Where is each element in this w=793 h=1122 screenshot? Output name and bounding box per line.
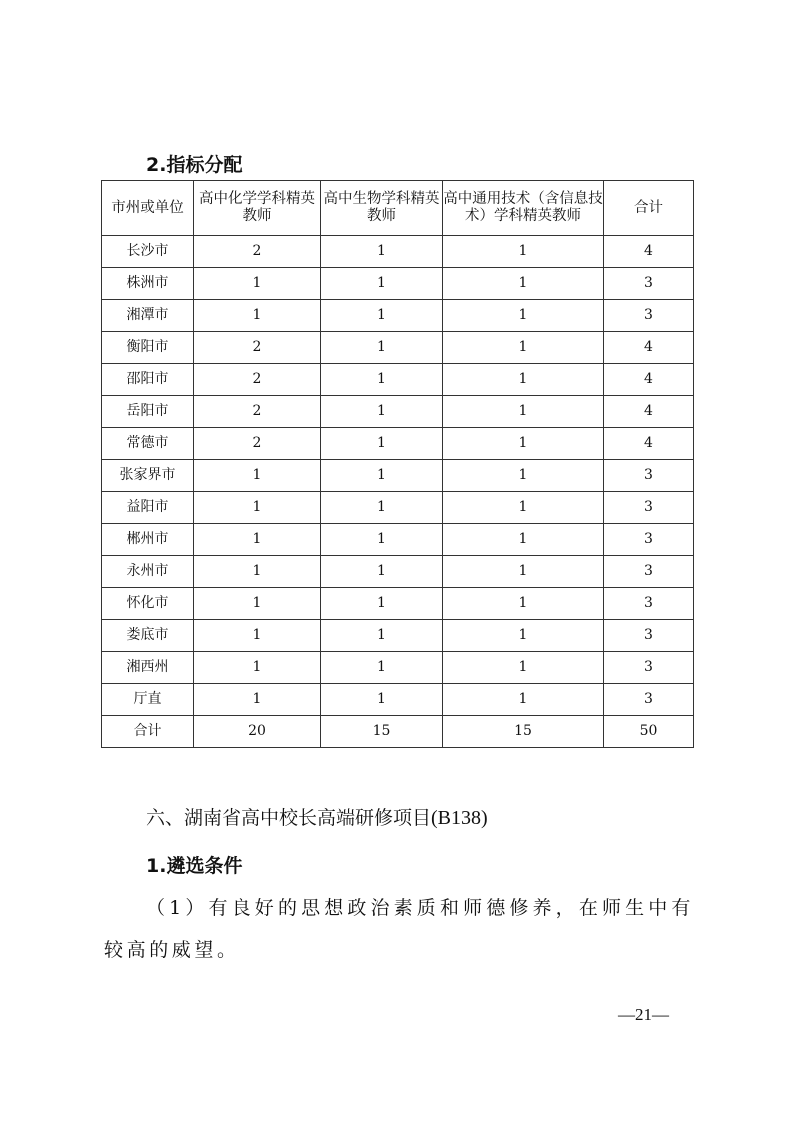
value-cell: 1	[443, 396, 604, 428]
value-cell: 1	[321, 460, 443, 492]
region-cell: 邵阳市	[102, 364, 194, 396]
value-cell: 4	[604, 236, 694, 268]
region-cell: 张家界市	[102, 460, 194, 492]
value-cell: 1	[321, 652, 443, 684]
value-cell: 1	[194, 492, 321, 524]
table-row	[102, 300, 694, 332]
value-cell: 1	[443, 428, 604, 460]
value-cell: 3	[604, 268, 694, 300]
header-cell-general-tech: 高中通用技术（含信息技术）学科精英教师	[443, 181, 604, 236]
value-cell: 1	[321, 364, 443, 396]
value-cell: 1	[194, 268, 321, 300]
value-cell: 1	[443, 620, 604, 652]
value-cell: 3	[604, 492, 694, 524]
value-cell: 15	[321, 716, 443, 748]
value-cell: 4	[604, 332, 694, 364]
value-cell: 2	[194, 364, 321, 396]
value-cell: 1	[443, 300, 604, 332]
value-cell: 15	[443, 716, 604, 748]
value-cell: 20	[194, 716, 321, 748]
region-cell: 娄底市	[102, 620, 194, 652]
value-cell: 1	[321, 492, 443, 524]
table-row	[102, 524, 694, 556]
region-cell: 湘潭市	[102, 300, 194, 332]
header-cell-biology: 高中生物学科精英教师	[321, 181, 443, 236]
table-row	[102, 332, 694, 364]
value-cell: 1	[194, 588, 321, 620]
table-row	[102, 652, 694, 684]
table-row	[102, 588, 694, 620]
region-cell: 厅直	[102, 684, 194, 716]
table-row	[102, 684, 694, 716]
value-cell: 2	[194, 332, 321, 364]
subsection-heading: 1.遴选条件	[146, 855, 243, 877]
value-cell: 1	[443, 460, 604, 492]
value-cell: 1	[443, 652, 604, 684]
table-row	[102, 620, 694, 652]
table-row	[102, 268, 694, 300]
value-cell: 1	[443, 556, 604, 588]
table-header-row	[102, 181, 694, 236]
value-cell: 1	[443, 588, 604, 620]
value-cell: 3	[604, 300, 694, 332]
value-cell: 1	[443, 684, 604, 716]
project-code: (B138)	[431, 807, 488, 829]
allocation-table	[101, 180, 694, 748]
region-cell: 永州市	[102, 556, 194, 588]
table-row	[102, 556, 694, 588]
project-title	[146, 803, 488, 830]
region-cell: 益阳市	[102, 492, 194, 524]
value-cell: 1	[321, 332, 443, 364]
value-cell: 3	[604, 556, 694, 588]
region-cell: 常德市	[102, 428, 194, 460]
value-cell: 3	[604, 620, 694, 652]
value-cell: 1	[194, 556, 321, 588]
value-cell: 1	[321, 620, 443, 652]
header-cell-total: 合计	[604, 181, 694, 236]
value-cell: 1	[321, 236, 443, 268]
value-cell: 3	[604, 524, 694, 556]
region-cell: 衡阳市	[102, 332, 194, 364]
table-row	[102, 460, 694, 492]
region-cell: 湘西州	[102, 652, 194, 684]
region-cell: 长沙市	[102, 236, 194, 268]
value-cell: 1	[194, 524, 321, 556]
value-cell: 1	[443, 236, 604, 268]
value-cell: 1	[443, 524, 604, 556]
value-cell: 50	[604, 716, 694, 748]
value-cell: 1	[321, 684, 443, 716]
project-title-text: 六、湖南省高中校长高端研修项目	[146, 807, 432, 829]
value-cell: 1	[194, 684, 321, 716]
value-cell: 4	[604, 364, 694, 396]
value-cell: 1	[443, 364, 604, 396]
table-row	[102, 396, 694, 428]
region-cell: 岳阳市	[102, 396, 194, 428]
header-cell-region: 市州或单位	[102, 181, 194, 236]
value-cell: 1	[321, 524, 443, 556]
header-cell-chemistry: 高中化学学科精英教师	[194, 181, 321, 236]
value-cell: 1	[194, 460, 321, 492]
body-paragraph: （1）有良好的思想政治素质和师德修养，在师生中有较高的威望。	[104, 897, 694, 961]
region-cell: 怀化市	[102, 588, 194, 620]
value-cell: 1	[321, 588, 443, 620]
value-cell: 1	[321, 300, 443, 332]
section-heading: 2.指标分配	[146, 154, 243, 176]
value-cell: 1	[321, 396, 443, 428]
value-cell: 1	[321, 556, 443, 588]
table-total-row	[102, 716, 694, 748]
value-cell: 1	[194, 300, 321, 332]
value-cell: 1	[443, 492, 604, 524]
value-cell: 2	[194, 428, 321, 460]
value-cell: 2	[194, 396, 321, 428]
value-cell: 3	[604, 684, 694, 716]
table-row	[102, 428, 694, 460]
value-cell: 3	[604, 652, 694, 684]
value-cell: 1	[194, 620, 321, 652]
value-cell: 4	[604, 428, 694, 460]
value-cell: 1	[321, 428, 443, 460]
value-cell: 1	[443, 332, 604, 364]
region-cell: 合计	[102, 716, 194, 748]
region-cell: 郴州市	[102, 524, 194, 556]
table-row	[102, 236, 694, 268]
value-cell: 3	[604, 588, 694, 620]
value-cell: 1	[194, 652, 321, 684]
table-row	[102, 364, 694, 396]
table-row	[102, 492, 694, 524]
value-cell: 1	[321, 268, 443, 300]
region-cell: 株洲市	[102, 268, 194, 300]
value-cell: 3	[604, 460, 694, 492]
value-cell: 1	[443, 268, 604, 300]
value-cell: 2	[194, 236, 321, 268]
page-number: —21—	[618, 1005, 669, 1024]
value-cell: 4	[604, 396, 694, 428]
